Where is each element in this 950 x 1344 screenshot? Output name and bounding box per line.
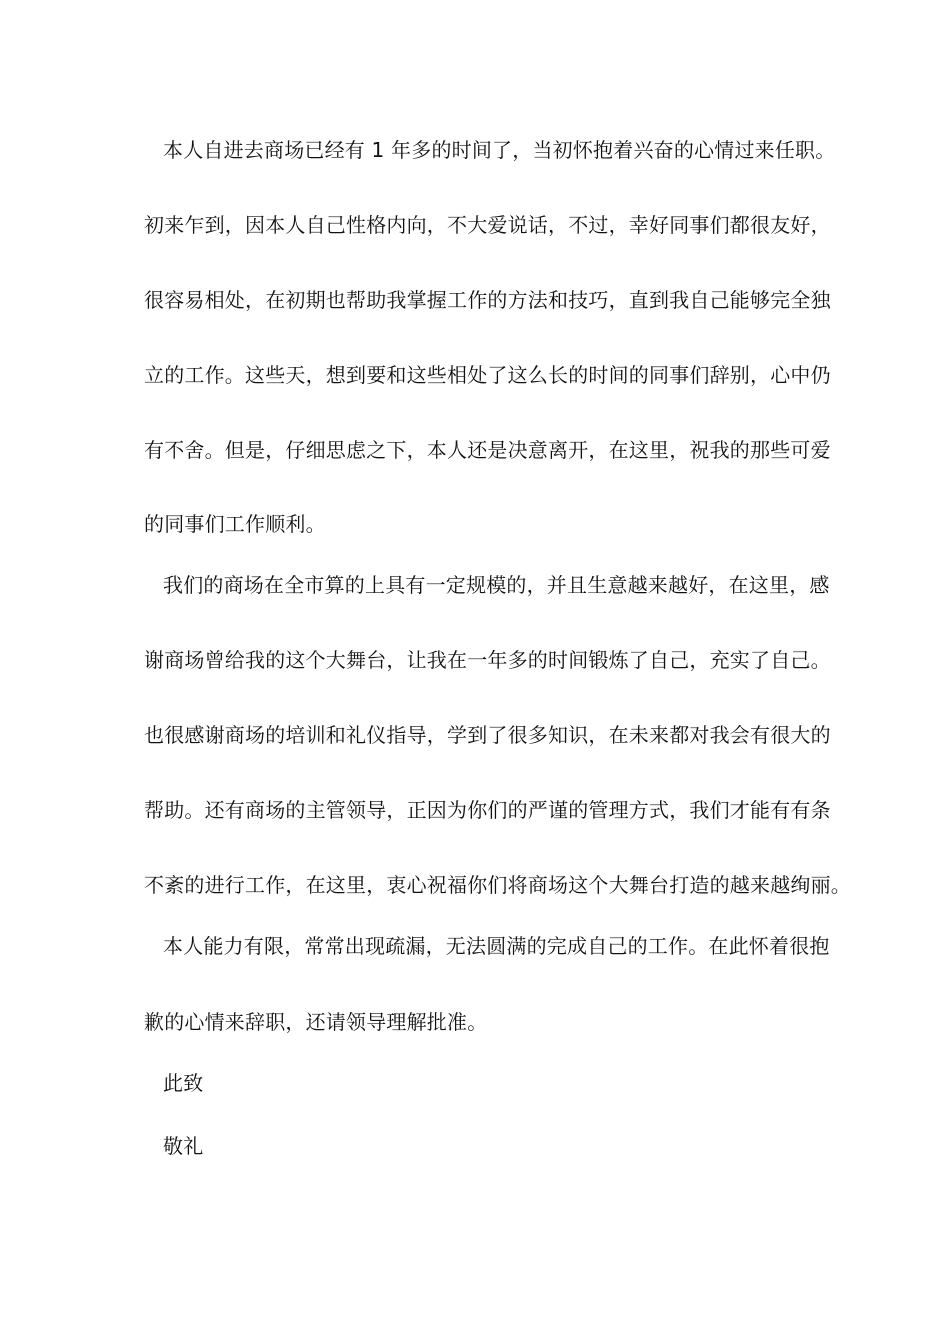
paragraph-2-line-3: 也很感谢商场的培训和礼仪指导，学到了很多知识，在未来都对我会有很大的 [144,723,831,747]
paragraph-2-line-5: 不紊的进行工作，在这里，衷心祝福你们将商场这个大舞台打造的越来越绚丽。 [144,873,851,897]
closing-regards: 敬礼 [163,1134,204,1158]
paragraph-1-line-6: 的同事们工作顺利。 [144,512,326,536]
paragraph-3-line-1: 本人能力有限，常常出现疏漏，无法圆满的完成自己的工作。在此怀着很抱 [163,934,830,958]
paragraph-1-line-4: 立的工作。这些天，想到要和这些相处了这么长的时间的同事们辞别，心中仍 [144,363,831,387]
closing-salutation: 此致 [163,1071,204,1095]
paragraph-2-line-2: 谢商场曾给我的这个大舞台，让我在一年多的时间锻炼了自己，充实了自己。 [144,648,831,672]
paragraph-1-line-2: 初来乍到，因本人自己性格内向，不大爱说话，不过，幸好同事们都很友好， [144,213,831,237]
paragraph-2-line-4: 帮助。还有商场的主管领导，正因为你们的严谨的管理方式，我们才能有有条 [144,798,831,822]
paragraph-1-line-1: 本人自进去商场已经有 1 年多的时间了，当初怀抱着兴奋的心情过来任职。 [163,138,836,162]
paragraph-2-line-1: 我们的商场在全市算的上具有一定规模的，并且生意越来越好，在这里，感 [163,573,830,597]
paragraph-3-line-2: 歉的心情来辞职，还请领导理解批准。 [144,1010,488,1034]
paragraph-1-line-3: 很容易相处，在初期也帮助我掌握工作的方法和技巧，直到我自己能够完全独 [144,288,831,312]
paragraph-1-line-5: 有不舍。但是，仔细思虑之下，本人还是决意离开，在这里，祝我的那些可爱 [144,438,831,462]
